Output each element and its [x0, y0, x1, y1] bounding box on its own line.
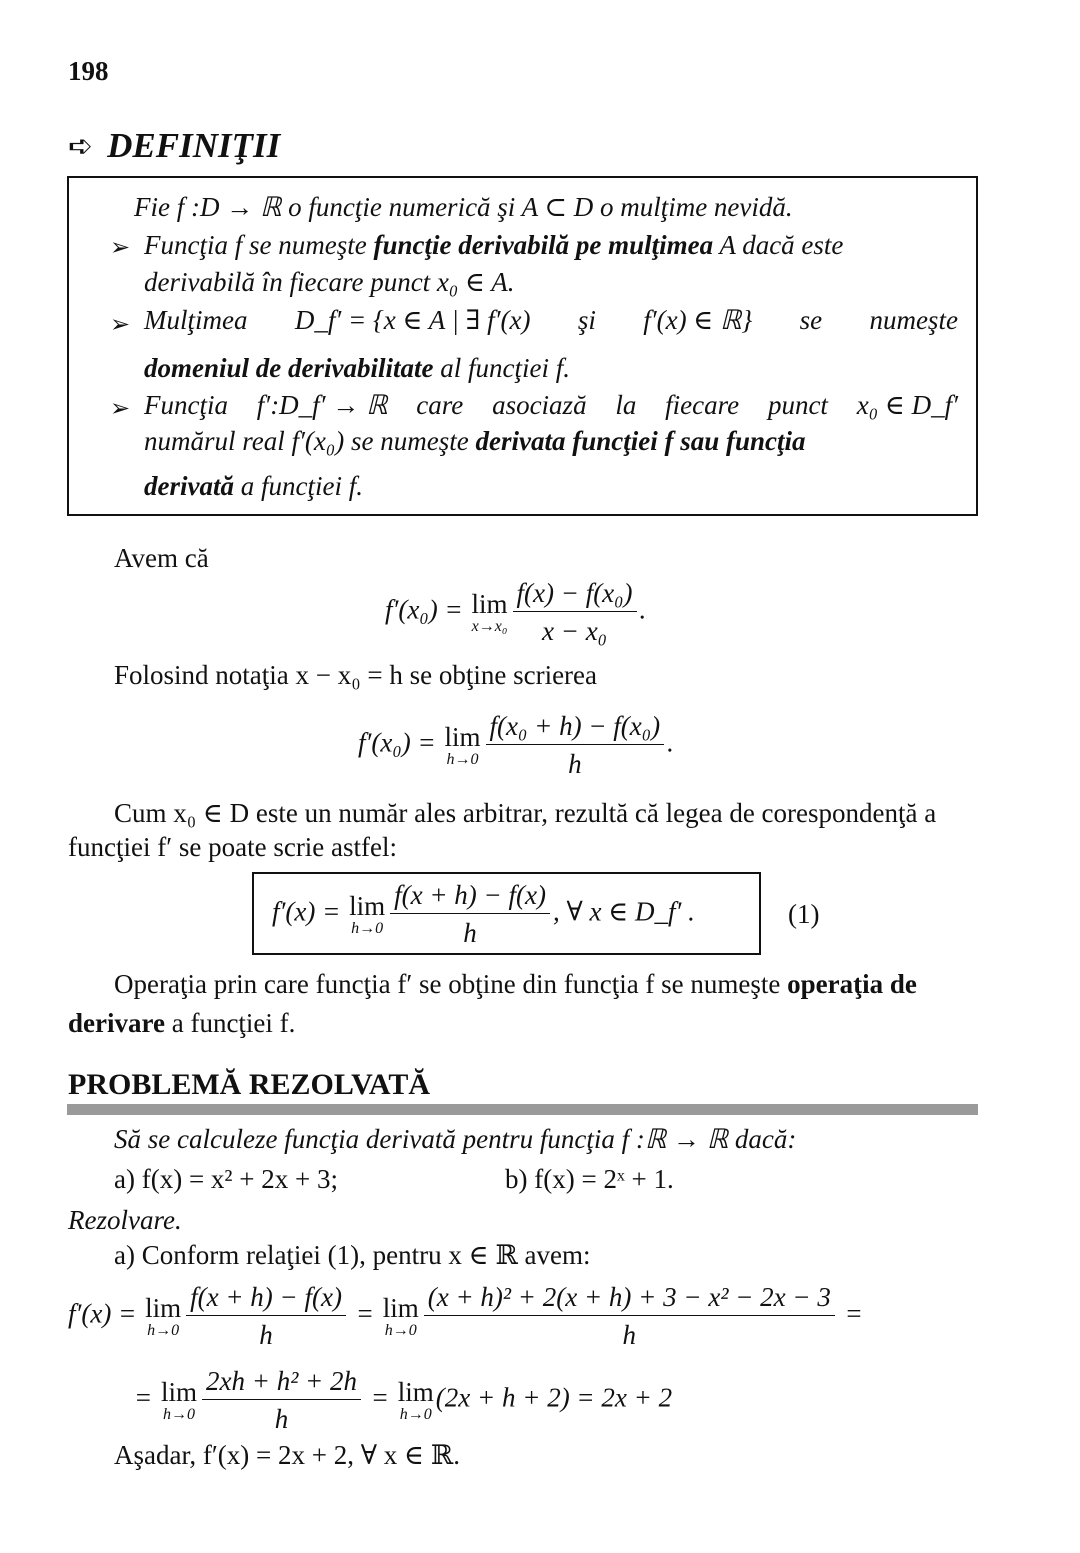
bullet-arrow-icon: ➢: [110, 312, 131, 338]
text-folosind: Folosind notaţia x − x₀ = h se obţine scrierea: [114, 660, 598, 690]
definition-item-1: Funcţia f se numeşte funcţie derivabilă pe mulţimea A dacă este: [144, 230, 844, 260]
section-title: PROBLEMĂ REZOLVATĂ: [68, 1068, 431, 1101]
problem-part-b: b) f(x) = 2ˣ + 1.: [505, 1164, 674, 1194]
bullet-arrow-icon: ➢: [110, 396, 131, 422]
definitions-box: [67, 176, 978, 516]
definitions-title: DEFINIŢII: [107, 126, 281, 165]
solution-step-1: f′(x) = lim h→0 $\frac{f(x + h) - f(x)}{h}$ = lim h→0 $\frac{\text{(x + h)² + 2(x + h) + 3 − x² − 2x − 3}}{h}$ =: [68, 1282, 863, 1350]
text-cum-line1: Cum x₀ ∈ D este un număr ales arbitrar, rezultă că legea de corespondenţă a: [114, 798, 937, 828]
solution-label: Rezolvare.: [68, 1205, 182, 1235]
pointing-arrow-icon: ➪: [68, 129, 94, 163]
definition-item-2-line2: domeniul de derivabilitate al funcţiei f.: [144, 353, 570, 383]
section-divider: [67, 1104, 978, 1115]
problem-part-a: a) f(x) = x² + 2x + 3;: [114, 1164, 338, 1194]
text-avem: Avem că: [114, 543, 209, 573]
text-operatia-line1: Operaţia prin care funcţia f′ se obţine din funcţia f se numeşte operaţia de: [114, 969, 917, 999]
definition-item-3-line3: derivată a funcţiei f.: [144, 471, 363, 501]
problem-statement: Să se calculeze funcţia derivată pentru funcţia f :ℝ → ℝ dacă:: [114, 1124, 797, 1154]
definition-item-2: Mulţimea D_f′ = {x ∈ A | ∃ f′(x) şi f′(x) ∈ ℝ} se numeşte: [144, 305, 958, 335]
text-cum-line2: funcţiei f′ se poate scrie astfel:: [68, 832, 398, 862]
solution-step-2: = lim h→0 $\frac{\text{2xh + h² + 2h}}{h}$ = lim h→0 (2x + h + 2) = 2x + 2: [134, 1366, 673, 1434]
equation-derivative-function: f′(x) = lim h→0 $\frac{f(x + h) - f(x)}{h}$ , ∀ x ∈ D_f′ .: [272, 880, 695, 948]
text-operatia-line2: derivare a funcţiei f.: [68, 1008, 296, 1038]
definition-item-3: Funcţia f′:D_f′ → ℝ care asociază la fiecare punct x₀ ∈ D_f′: [144, 390, 958, 420]
solution-conclusion: Aşadar, f′(x) = 2x + 2, ∀ x ∈ ℝ.: [114, 1440, 460, 1470]
equation-derivative-definition: f′(x₀) = lim x→x₀ $\frac{\text{f(x) − f(x₀)}}{\text{x − x₀}}$ .: [385, 578, 647, 646]
page-number: 198: [68, 56, 109, 86]
definition-item-1-line2: derivabilă în fiecare punct x₀ ∈ A.: [144, 267, 515, 297]
equation-derivative-h: f′(x₀) = lim h→0 $\frac{\text{f(x₀ + h) − f(x₀)}}{h}$ .: [358, 711, 674, 779]
definition-intro: Fie f :D → ℝ o funcţie numerică şi A ⊂ D o mulţime nevidă.: [134, 192, 793, 222]
solution-a-intro: a) Conform relaţiei (1), pentru x ∈ ℝ avem:: [114, 1240, 591, 1270]
bullet-arrow-icon: ➢: [110, 235, 131, 261]
definition-item-3-line2: numărul real f′(x₀) se numeşte derivata funcţiei f sau funcţia: [144, 426, 806, 456]
definitions-heading: [68, 126, 280, 166]
equation-label: (1): [788, 899, 820, 929]
